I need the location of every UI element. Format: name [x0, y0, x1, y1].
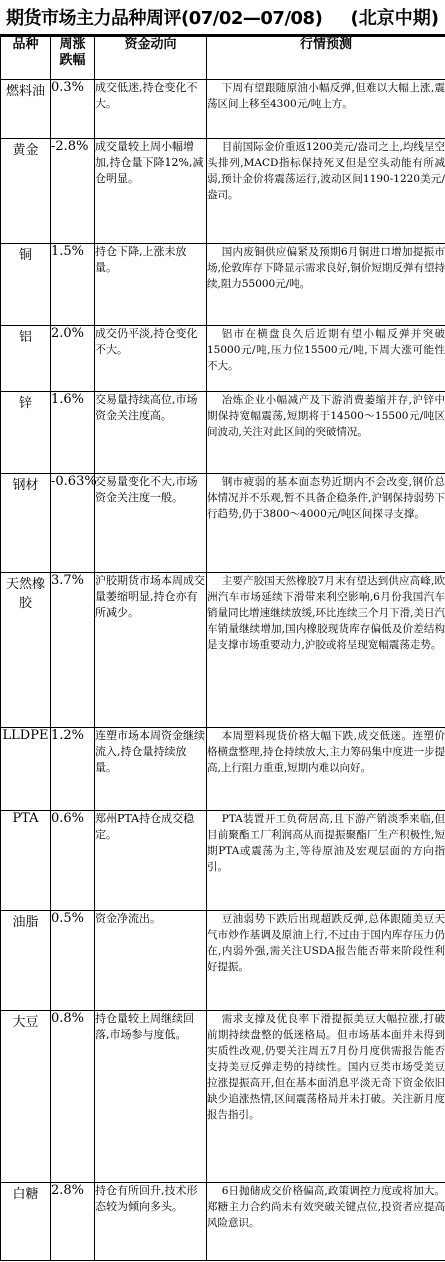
row-name: 黄金 [1, 139, 51, 244]
row-flow: 成交仍平淡,持仓变化不大。 [95, 326, 207, 392]
row-forecast: 主要产胶国天然橡胶7月末有望达到供应高峰,欧洲汽车市场延续下滑带来利空影响,6月份我国汽车销量同比增速继续放缓,环比连续三个月下滑,美日汽车销量继续增加,国内橡胶现货库存偏低及价差结构是支撑市场重要动力,沪胶或将呈现宽幅震荡走势。 [207, 573, 445, 728]
table-row [1, 139, 445, 244]
table-row [1, 728, 445, 811]
row-name: 锌 [1, 392, 51, 474]
commodity-review-table [0, 36, 445, 1261]
header-commodity: 品种 [1, 37, 51, 80]
row-name: 钢材 [1, 474, 51, 573]
row-flow: 成交低迷,持仓变化不大。 [95, 80, 207, 139]
row-forecast: 冶炼企业小幅减产及下游消费萎缩并存,沪锌中期保持宽幅震荡,短期将于14500～15500元/吨区间波动,关注对此区间的突破情况。 [207, 392, 445, 474]
table-row [1, 1183, 445, 1261]
row-change: 0.6% [51, 811, 95, 911]
row-flow: 资金净流出。 [95, 911, 207, 1011]
row-change: -0.63% [51, 474, 95, 573]
row-name: LLDPE [1, 728, 51, 811]
row-change: -2.8% [51, 139, 95, 244]
row-forecast: 目前国际金价重返1200美元/盎司之上,均线呈空头排列,MACD指标保持死叉但是空头动能有所减弱,预计金价将震荡运行,波动区间1190-1220美元/盎司。 [207, 139, 445, 244]
table-row [1, 244, 445, 326]
row-change: 0.5% [51, 911, 95, 1011]
row-name: 铜 [1, 244, 51, 326]
header-capital-flow: 资金动向 [95, 37, 207, 80]
row-forecast: 豆油弱势下跌后出现超跌反弹,总体跟随美豆天气市炒作基调及原油上行,不过由于国内库存压力仍在,内弱外强,需关注USDA报告能否带来阶段性利好提振。 [207, 911, 445, 1011]
row-flow: 连塑市场本周资金继续流入,持仓量持续放量。 [95, 728, 207, 811]
row-forecast: 本周塑料现货价格大幅下跌,成交低迷。连塑价格横盘整理,持仓持续放大,主力筹码集中度进一步提高,上行阻力重重,短期内难以向好。 [207, 728, 445, 811]
table-row [1, 80, 445, 139]
row-flow: 交易量变化不大,市场资金关注度一般。 [95, 474, 207, 573]
row-flow: 持仓量较上周继续回落,市场参与度低。 [95, 1011, 207, 1183]
row-flow: 持仓有所回升,技术形态较为倾向多头。 [95, 1183, 207, 1261]
source-label: (北京中期) [350, 8, 439, 29]
row-name: 大豆 [1, 1011, 51, 1183]
table-row [1, 573, 445, 728]
row-change: 3.7% [51, 573, 95, 728]
page-title-bar [0, 0, 445, 36]
row-forecast: PTA装置开工负荷居高,且下游产销淡季来临,但目前聚酯工厂利润高从而提振聚酯厂生产积极性,短期PTA或震荡为主,等待原油及宏观层面的方向指引。 [207, 811, 445, 911]
row-name: 白糖 [1, 1183, 51, 1261]
row-name: 燃料油 [1, 80, 51, 139]
table-row [1, 911, 445, 1011]
page-title: 期货市场主力品种周评(07/02—07/08) [6, 8, 323, 29]
row-change: 2.8% [51, 1183, 95, 1261]
row-forecast: 下周有望跟随原油小幅反弹,但难以大幅上涨,震荡区间上移至4300元/吨上方。 [207, 80, 445, 139]
row-name: 铝 [1, 326, 51, 392]
row-change: 1.5% [51, 244, 95, 326]
row-name: 天然橡胶 [1, 573, 51, 728]
row-change: 2.0% [51, 326, 95, 392]
row-change: 1.6% [51, 392, 95, 474]
row-forecast: 需求支撑及优良率下滑提振美豆大幅拉涨,打破前期持续盘整的低迷格局。但市场基本面并未得到实质性改观,仍要关注周五7月份月度供需报告能否支持美豆反弹走势的持续性。国内豆类市场受美豆拉涨提振高开,但在基本面消息平淡无奇下资金依旧缺少追涨热情,区间震荡格局并未打破。关注新月度报告指引。 [207, 1011, 445, 1183]
row-forecast: 国内废铜供应偏紧及预期6月铜进口增加提振市场,伦敦库存下降显示需求良好,铜价短期反弹有望持续,阻力55000元/吨。 [207, 244, 445, 326]
table-row [1, 392, 445, 474]
row-forecast: 钢市疲弱的基本面态势近期内不会改变,钢价总体情况并不乐观,暂不具备企稳条件,沪钢保持弱势下行趋势,仍于3800～4000元/吨区间探寻支撑。 [207, 474, 445, 573]
row-flow: 持仓下降,上涨未放量。 [95, 244, 207, 326]
table-row [1, 326, 445, 392]
table-row [1, 811, 445, 911]
row-change: 0.8% [51, 1011, 95, 1183]
row-name: 油脂 [1, 911, 51, 1011]
row-forecast: 6日抛储成交价格偏高,政策调控力度或将加大。郑糖主力合约尚未有效突破关键点位,投资者应提高风险意识。 [207, 1183, 445, 1261]
header-weekly-change-label: 周涨跌幅 [59, 37, 86, 68]
row-flow: 成交量较上周小幅增加,持仓量下降12%,减仓明显。 [95, 139, 207, 244]
row-change: 1.2% [51, 728, 95, 811]
row-flow: 郑州PTA持仓成交稳定。 [95, 811, 207, 911]
row-name: PTA [1, 811, 51, 911]
header-weekly-change [51, 37, 95, 80]
row-forecast: 铝市在横盘良久后近期有望小幅反弹并突破15000元/吨,压力位15500元/吨,下周大涨可能性不大。 [207, 326, 445, 392]
row-change: 0.3% [51, 80, 95, 139]
table-row [1, 474, 445, 573]
row-flow: 沪胶期货市场本周成交量萎缩明显,持仓亦有所减少。 [95, 573, 207, 728]
table-header-row [1, 37, 445, 80]
table-row [1, 1011, 445, 1183]
header-forecast: 行情预测 [207, 37, 445, 80]
row-flow: 交易量持续高位,市场资金关注度高。 [95, 392, 207, 474]
